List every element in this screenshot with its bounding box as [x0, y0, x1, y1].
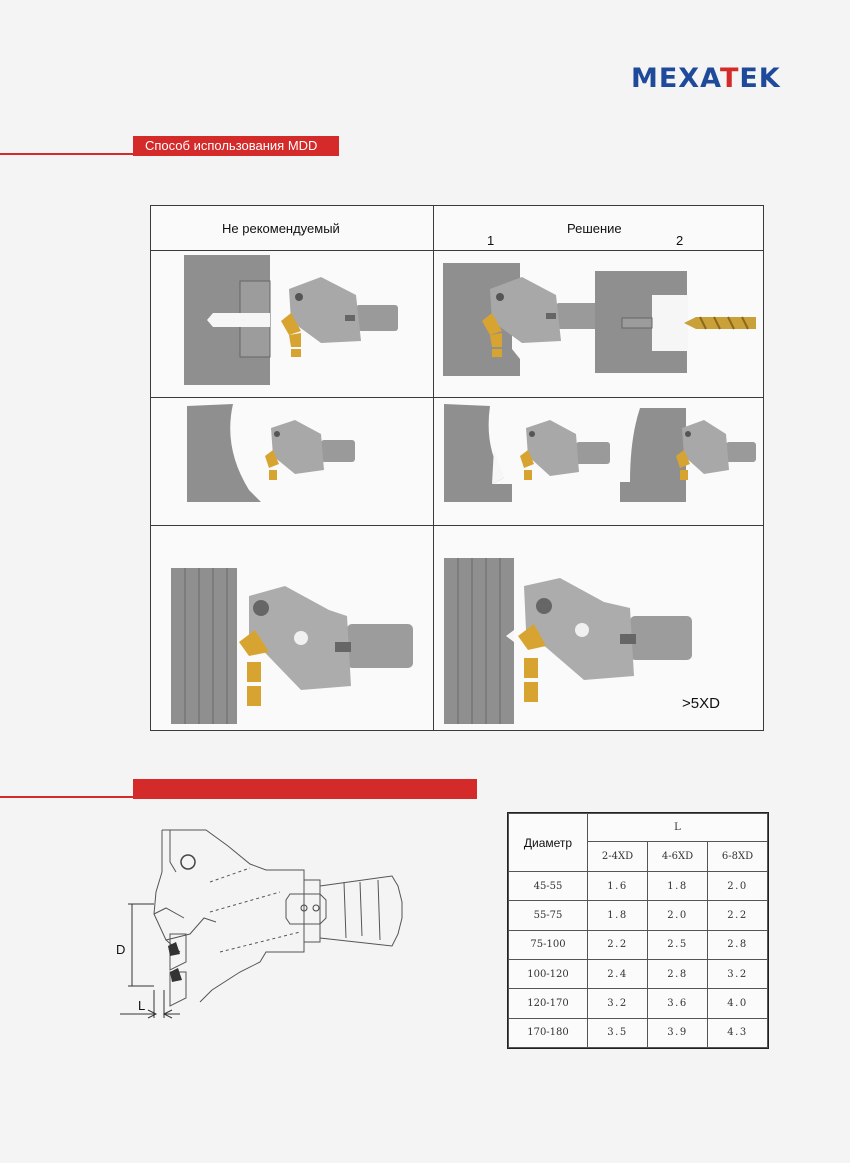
logo-part-a: MEXA	[631, 63, 720, 94]
table-cell: 2.2	[708, 901, 768, 930]
solution-1-label: 1	[487, 233, 495, 248]
table-cell: 2.8	[708, 930, 768, 959]
table-row	[509, 989, 768, 1018]
table-col-header: 6-8XD	[708, 842, 768, 872]
technical-drawing	[110, 822, 410, 1022]
header-not-recommended: Не рекомендуемый	[222, 221, 340, 236]
section1-rule	[0, 153, 133, 155]
table-cell: 4.3	[708, 1018, 768, 1047]
table-cell-diameter: 75-100	[509, 930, 588, 959]
mexatek-logo	[631, 63, 781, 95]
section1-title: Способ использования MDD	[145, 138, 318, 153]
table-cell: 2.0	[708, 872, 768, 901]
illustration-row2-good	[434, 398, 764, 525]
dimension-table	[507, 812, 769, 1049]
table-header-diameter: Диаметр	[509, 814, 588, 872]
table-cell: 2.0	[648, 901, 708, 930]
table-cell-diameter: 100-120	[509, 959, 588, 988]
table-row	[509, 959, 768, 988]
drill-bit-icon	[684, 317, 756, 329]
table-cell: 1.6	[588, 872, 648, 901]
table-row	[509, 872, 768, 901]
table-cell: 2.4	[588, 959, 648, 988]
mdd-tool-icon	[281, 277, 398, 357]
logo-part-c: EK	[739, 63, 781, 94]
illustration-row1-good	[434, 251, 764, 397]
table-col-header: 4-6XD	[648, 842, 708, 872]
table-cell: 4.0	[708, 989, 768, 1018]
mdd-tool-icon	[518, 578, 692, 702]
table-cell: 3.6	[648, 989, 708, 1018]
table-col-header: 2-4XD	[588, 842, 648, 872]
table-cell: 2.5	[648, 930, 708, 959]
table-cell: 3.2	[588, 989, 648, 1018]
solution-2-label: 2	[676, 233, 684, 248]
mdd-tool-icon	[520, 420, 610, 480]
table-cell-diameter: 120-170	[509, 989, 588, 1018]
dimension-l-label: L	[138, 998, 146, 1013]
mdd-tool-icon	[676, 420, 756, 480]
table-cell: 2.8	[648, 959, 708, 988]
depth-note: >5XD	[682, 695, 720, 712]
logo-part-b: T	[719, 63, 740, 94]
header-solution: Решение	[567, 221, 622, 236]
table-cell-diameter: 45-55	[509, 872, 588, 901]
table-cell-diameter: 55-75	[509, 901, 588, 930]
table-cell: 1.8	[588, 901, 648, 930]
mdd-tool-icon	[482, 277, 598, 357]
table-cell: 1.8	[648, 872, 708, 901]
table-cell: 3.5	[588, 1018, 648, 1047]
section2-banner	[133, 779, 477, 799]
table-row	[509, 901, 768, 930]
illustration-row2-bad	[151, 398, 433, 525]
mdd-tool-icon	[239, 586, 413, 706]
table-cell: 3.2	[708, 959, 768, 988]
table-row	[509, 1018, 768, 1047]
table-row	[509, 930, 768, 959]
table-cell: 3.9	[648, 1018, 708, 1047]
section1-banner	[133, 136, 339, 156]
illustration-row3-bad	[151, 526, 433, 730]
table-cell-diameter: 170-180	[509, 1018, 588, 1047]
section2-rule	[0, 796, 133, 798]
mdd-tool-icon	[265, 420, 355, 480]
table-cell: 2.2	[588, 930, 648, 959]
dimension-d-label: D	[116, 942, 126, 957]
table-header-l: L	[588, 814, 768, 842]
illustration-row1-bad	[151, 251, 433, 397]
